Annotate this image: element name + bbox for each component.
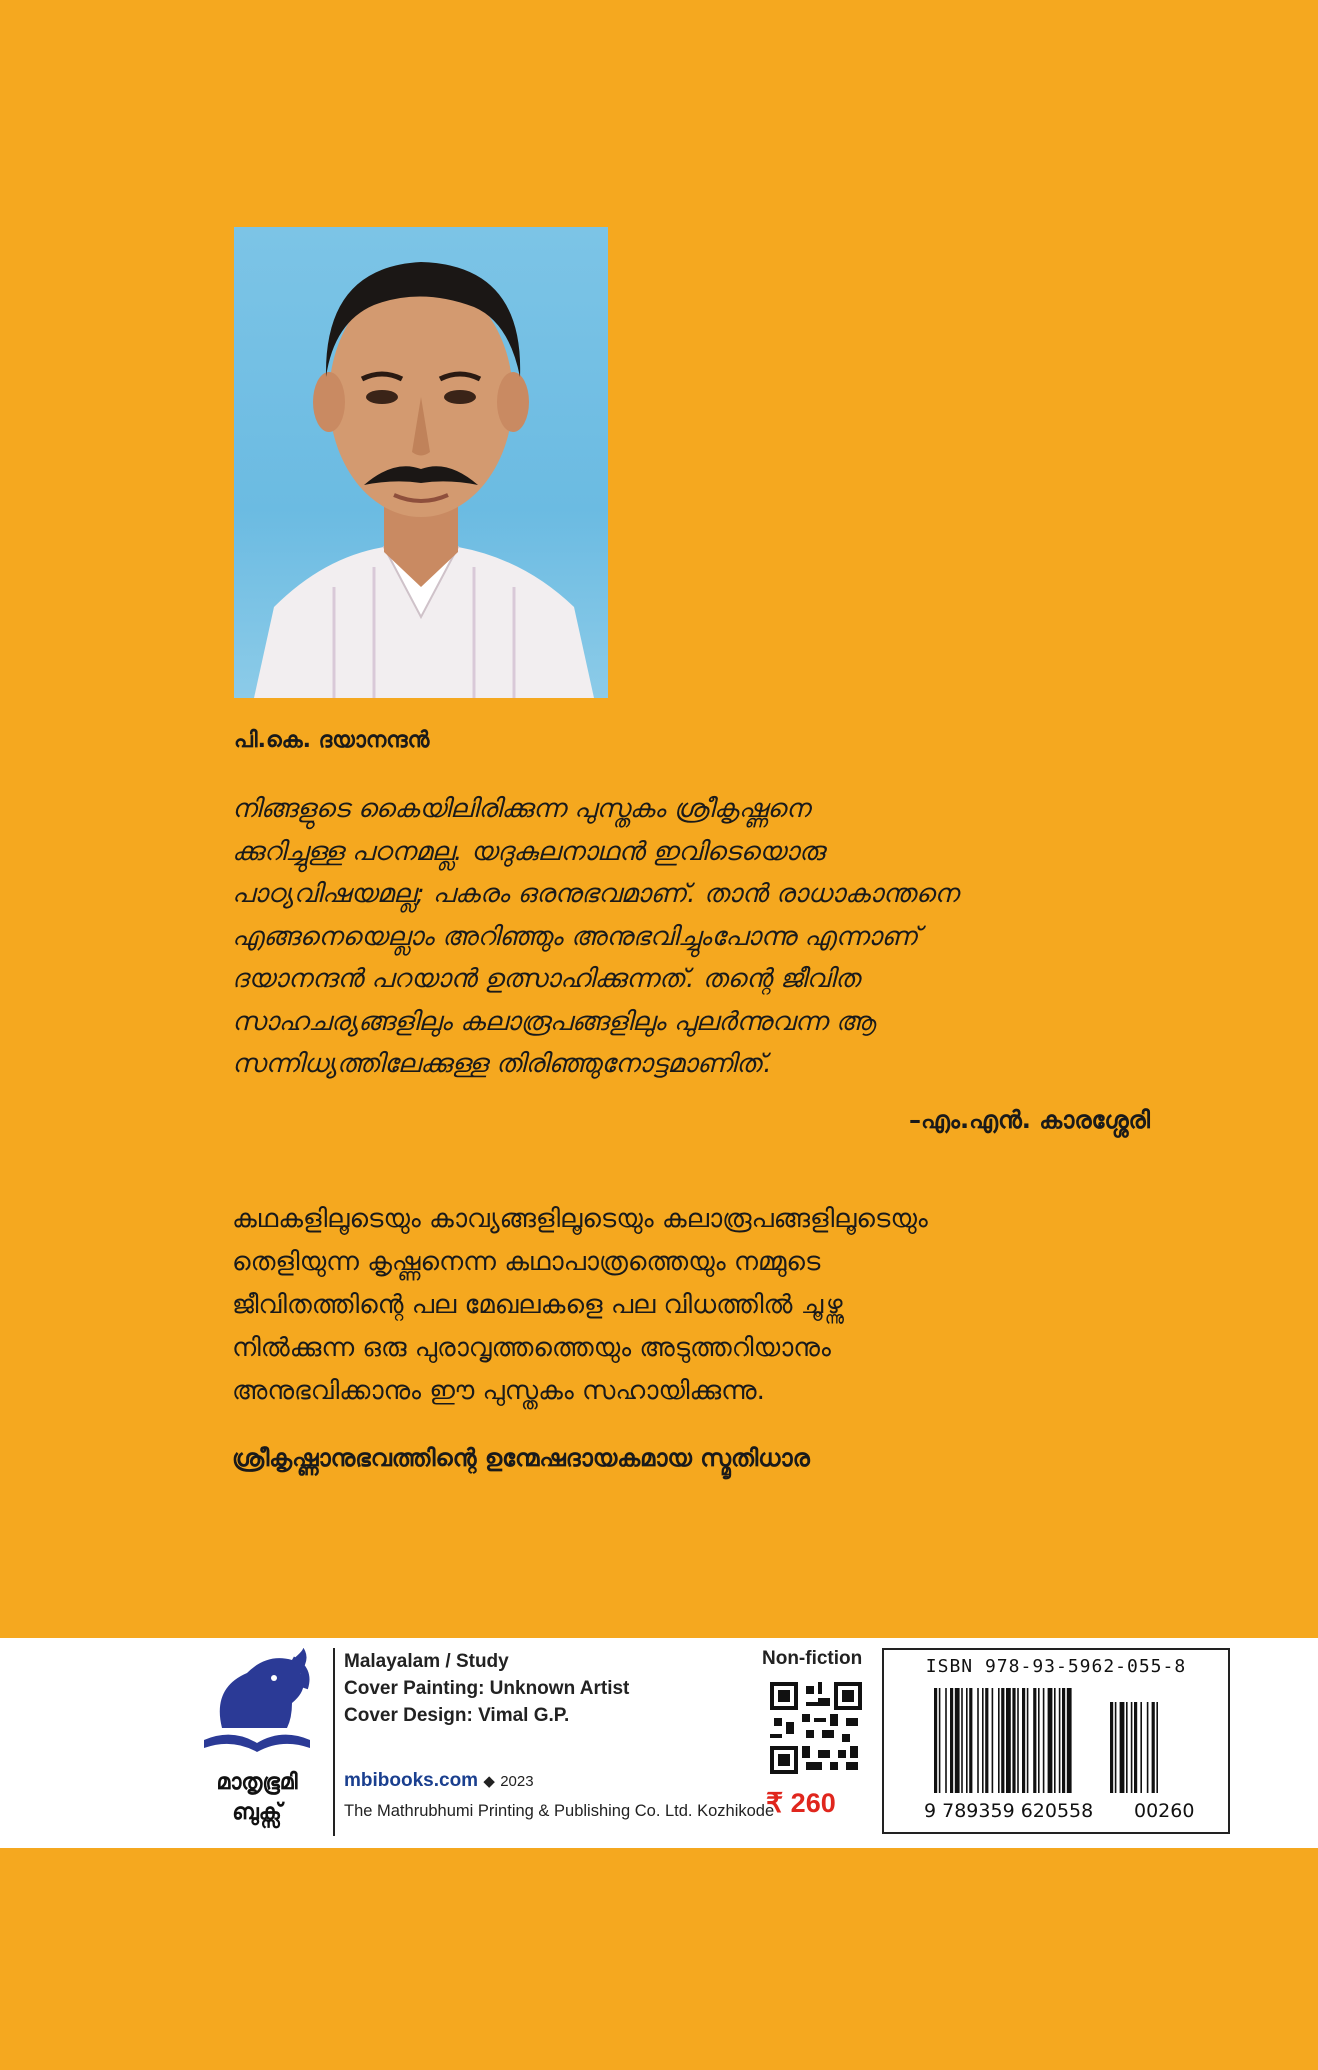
blurb-line: അനുഭവിക്കാനും ഈ പുസ്തകം സഹായിക്കുന്നു.	[232, 1376, 765, 1406]
genre-label: Non-fiction	[762, 1648, 863, 1669]
footer-strip	[0, 1638, 1318, 1848]
barcode-addon-number: 00260	[1134, 1800, 1195, 1822]
book-meta	[344, 1648, 629, 1729]
quote-line: ക്കുറിച്ചുള്ള പഠനമല്ല. യദുകുലനാഥൻ ഇവിടെയൊരു	[232, 836, 825, 867]
qr-code-icon	[770, 1682, 862, 1774]
publisher-name: The Mathrubhumi Printing & Publishing Co. Ltd. Kozhikode	[344, 1802, 775, 1820]
publication-year: 2023	[500, 1773, 534, 1790]
logo-line1: മാതൃഭൂമി	[216, 1770, 298, 1795]
blurb-line: കഥകളിലൂടെയും കാവ്യങ്ങളിലൂടെയും കലാരൂപങ്ങളിലൂടെയും	[232, 1204, 928, 1234]
elephant-book-icon	[192, 1648, 322, 1768]
cover-painting-text: Cover Painting: Unknown Artist	[344, 1678, 630, 1699]
quote-line: സന്നിധ്യത്തിലേക്കുള്ള തിരിഞ്ഞുനോട്ടമാണിത്.	[232, 1049, 772, 1079]
blurb-line: തെളിയുന്ന കൃഷ്ണനെന്ന കഥാപാത്രത്തെയും നമ്മുടെ	[232, 1247, 821, 1277]
quote-line: ദയാനന്ദൻ പറയാൻ ഉത്സാഹിക്കുന്നത്. തന്റെ ജീവിത	[232, 964, 860, 994]
author-name: പി.കെ. ദയാനന്ദൻ	[234, 728, 430, 753]
barcode-number: 9 789359 620558	[924, 1800, 1094, 1822]
footer-divider	[333, 1648, 335, 1836]
isbn-text: ISBN 978-93-5962-055-8	[925, 1656, 1187, 1677]
price-label: ₹ 260	[766, 1788, 836, 1818]
blurb-line: ജീവിതത്തിന്റെ പല മേഖലകളെ പല വിധത്തിൽ ചൂഴ്ന്നു	[232, 1290, 843, 1320]
category-text: Malayalam / Study	[344, 1651, 509, 1672]
blurb-line: നിൽക്കുന്ന ഒരു പുരാവൃത്തത്തെയും അടുത്തറിയാനും	[232, 1333, 831, 1363]
barcode-icon	[934, 1688, 1194, 1798]
quote-line: എങ്ങനെയെല്ലാം അറിഞ്ഞും അനുഭവിച്ചുംപോന്നു എന്നാണ്	[232, 921, 919, 952]
cover-design-text: Cover Design: Vimal G.P.	[344, 1705, 570, 1726]
publisher-logo	[192, 1648, 322, 1838]
quote-attribution: –എം.എൻ. കാരശ്ശേരി	[909, 1106, 1150, 1134]
website-line	[344, 1770, 534, 1792]
quote-line: പാഠ്യവിഷയമല്ല; പകരം ഒരനുഭവമാണ്. താൻ രാധാകാന്തനെ	[232, 879, 959, 909]
website-link[interactable]: mbibooks.com	[344, 1770, 479, 1791]
year-separator: ◆	[483, 1773, 495, 1790]
author-photo	[234, 227, 608, 698]
blurb-block	[232, 1198, 1132, 1413]
isbn-barcode-box	[882, 1648, 1230, 1834]
quote-line: സാഹചര്യങ്ങളിലും കലാരൂപങ്ങളിലും പുലർന്നുവന്ന ആ	[232, 1006, 876, 1037]
logo-line2: ബുക്സ്	[232, 1800, 282, 1825]
tagline: ശ്രീകൃഷ്ണാനുഭവത്തിന്റെ ഉന്മേഷദായകമായ സ്മൃതിധാര	[232, 1444, 810, 1472]
quote-block	[232, 788, 1132, 1086]
quote-line: നിങ്ങളുടെ കൈയിലിരിക്കുന്ന പുസ്തകം ശ്രീകൃഷ്ണനെ	[232, 794, 810, 824]
